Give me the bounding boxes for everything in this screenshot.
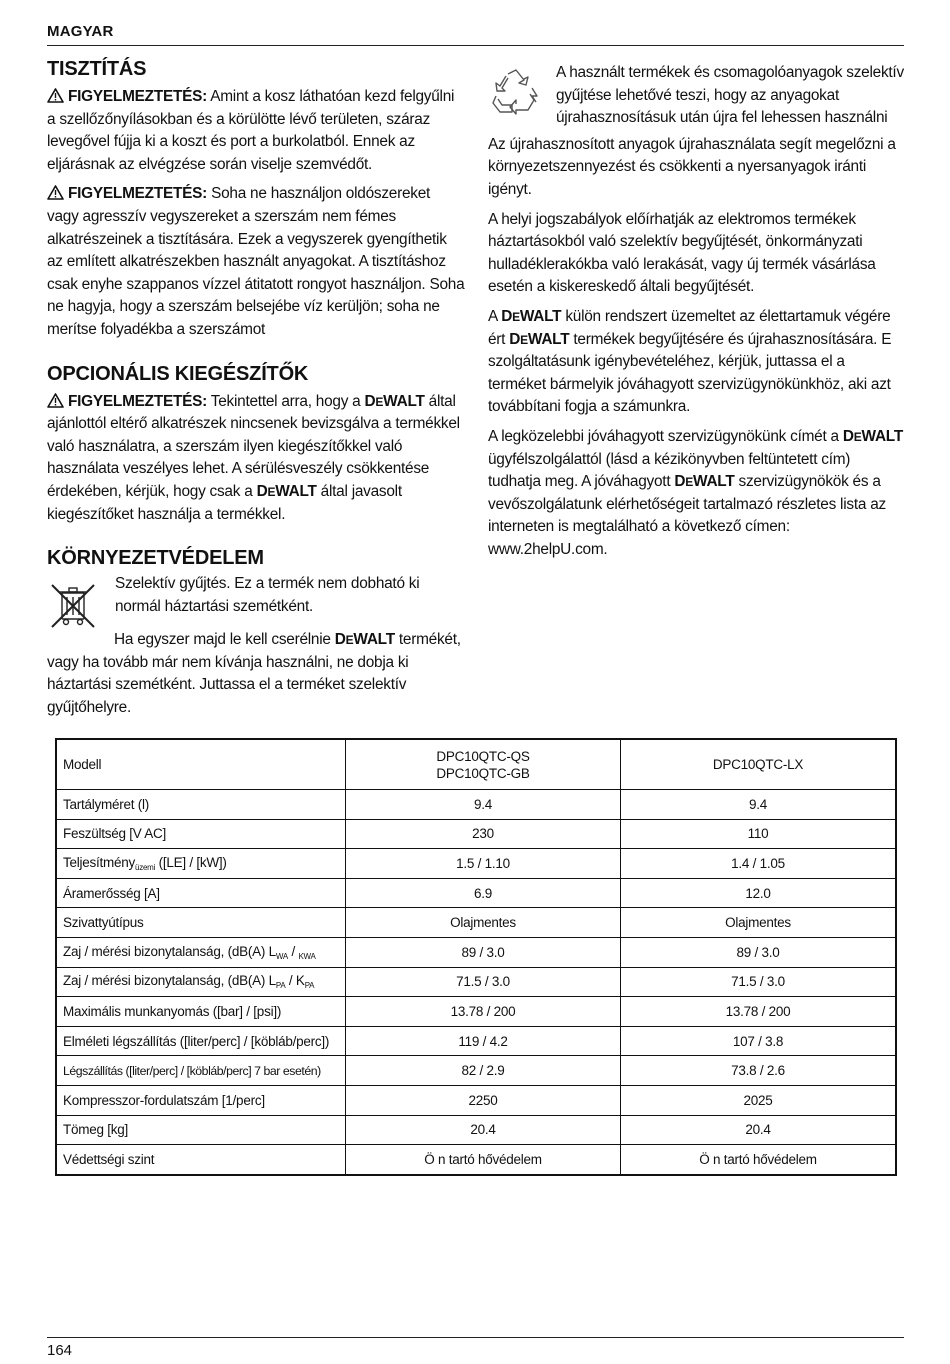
- warning-label: FIGYELMEZTETÉS:: [68, 185, 208, 203]
- table-cell: 20.4: [346, 1115, 621, 1145]
- header-rule: [47, 45, 904, 46]
- table-cell: 9.4: [621, 790, 897, 820]
- warning-text: Soha ne használjon oldószereket vagy agresszív vegyszereket a szerszám nem fémes alkatrészeinek a tisztítására. Ezek a vegyszerek gyengíthetik az említett alkatrészekben használt anyagokat. A tisztításhoz csak enyhe szappanos vízzel átitatott rongyot használjon. Soha ne hagyja, hogy a szerszám belsejébe víz kerüljön; soha ne merítse folyadékba a szerszámot: [47, 185, 465, 338]
- table-cell: Ö n tartó hővédelem: [621, 1145, 897, 1175]
- table-cell: 12.0: [621, 878, 897, 908]
- recycle-icon: [488, 66, 544, 118]
- language-label: MAGYAR: [47, 23, 114, 40]
- table-cell: Feszültség [V AC]: [56, 819, 346, 849]
- page-number: 164: [47, 1342, 73, 1359]
- brand-name: DEWALT: [256, 482, 317, 500]
- weee-notice: [47, 575, 465, 631]
- recycle-notice: [488, 62, 906, 130]
- table-header-row: [56, 739, 896, 790]
- table-row: [56, 908, 896, 938]
- table-cell: Légszállítás ([liter/perc] / [köbláb/perc] 7 bar esetén): [56, 1056, 346, 1086]
- brand-name: DEWALT: [364, 392, 425, 410]
- table-cell: Szivattyútípus: [56, 908, 346, 938]
- disposal-paragraph: Ha egyszer majd le kell cserélnie DEWALT termékét, vagy ha tovább már nem kívánja használni, ne dobja ki háztartási szemétként. Juttassa el a terméket szelektív gyűjtőhelyre.: [47, 631, 461, 716]
- table-cell: 82 / 2.9: [346, 1056, 621, 1086]
- table-cell: Védettségi szint: [56, 1145, 346, 1175]
- table-row: [56, 790, 896, 820]
- brand-name: DEWALT: [334, 631, 395, 649]
- cleaning-warning-1: [47, 86, 465, 176]
- specifications-table: [55, 738, 897, 1176]
- environment-paragraph-3: A DEWALT külön rendszert üzemeltet az élettartamuk végére ért DEWALT termékek begyűjtésére és újrahasznosítására. E szolgáltatásunk igénybevételéhez, kérjük, juttassa el a terméket bármelyik jóváhagyott szervizügynökünkhöz, aki azt továbbítani fogja a számunkra.: [488, 307, 892, 416]
- right-column: [488, 62, 906, 568]
- warning-triangle-icon: [47, 88, 64, 103]
- table-row: [56, 1115, 896, 1145]
- table-row: [56, 849, 896, 879]
- table-cell: 71.5 / 3.0: [346, 967, 621, 997]
- table-row: [56, 967, 896, 997]
- warning-text: Amint a kosz láthatóan kezd felgyűlni a szellőzőnyílásokban és a körülötte lévő területen, száraz levegővel fújja ki a koszt és port a burkolatból. Ennek az eljárásnak az elvégzése során viselje szemvédőt.: [47, 88, 455, 173]
- table-cell: 6.9: [346, 878, 621, 908]
- table-row: [56, 819, 896, 849]
- brand-name: DEWALT: [501, 307, 562, 325]
- table-row: [56, 1026, 896, 1056]
- table-cell: DPC10QTC-LX: [621, 739, 897, 790]
- brand-name: DEWALT: [842, 427, 903, 445]
- left-column: [47, 56, 465, 726]
- environment-paragraph-2: A helyi jogszabályok előírhatják az elektromos termékek háztartásokból való szelektív begyűjtését, önkormányzati hulladéklerakókba való lerakását, vagy új termék vásárlása esetén a kiskereskedő általi begyűjtését.: [488, 210, 876, 296]
- table-cell: 20.4: [621, 1115, 897, 1145]
- environment-title: KÖRNYEZETVÉDELEM: [47, 547, 264, 570]
- environment-paragraph-1: Az újrahasznosított anyagok újrahasználata segít megelőzni a környezetszennyezést és csökkenti a nyersanyagok iránti igényt.: [488, 135, 896, 198]
- table-cell: 13.78 / 200: [346, 997, 621, 1027]
- warning-triangle-icon: [47, 185, 64, 200]
- recycle-text: A használt termékek és csomagolóanyagok szelektív gyűjtése lehetővé teszi, hogy az anyagokat újrahasznosításuk után újra fel lehessen használni: [556, 64, 904, 127]
- crossed-bin-icon: [47, 579, 99, 631]
- table-row: [56, 997, 896, 1027]
- table-cell: 110: [621, 819, 897, 849]
- warning-label: FIGYELMEZTETÉS:: [68, 88, 208, 105]
- cleaning-title: TISZTÍTÁS: [47, 58, 147, 80]
- table-cell: 89 / 3.0: [621, 937, 897, 967]
- table-row: [56, 1056, 896, 1086]
- table-cell: Tömeg [kg]: [56, 1115, 346, 1145]
- accessories-warning: FIGYELMEZTETÉS: Tekintettel arra, hogy a DEWALT által ajánlottól eltérő alkatrészek nincsenek bevizsgálva a termékkel való használatra, a szerszám ilyen kiegészítőkkel való használata veszélyes lehet. A sérülésveszély csökkentése érdekében, kérjük, hogy csak a DEWALT által javasolt kiegészítőket használja a termékkel.: [47, 392, 460, 523]
- cleaning-warning-2: [47, 183, 465, 341]
- table-cell: Áramerősség [A]: [56, 878, 346, 908]
- table-cell: Elméleti légszállítás ([liter/perc] / [köbláb/perc]): [56, 1026, 346, 1056]
- table-cell: Tartályméret (l): [56, 790, 346, 820]
- table-cell: Olajmentes: [621, 908, 897, 938]
- table-cell: 71.5 / 3.0: [621, 967, 897, 997]
- table-cell: 1.5 / 1.10: [346, 849, 621, 879]
- warning-label: FIGYELMEZTETÉS:: [68, 392, 208, 410]
- footer-rule: [47, 1337, 904, 1338]
- table-row: [56, 878, 896, 908]
- table-cell: 73.8 / 2.6: [621, 1056, 897, 1086]
- table-cell: 9.4: [346, 790, 621, 820]
- weee-text: Szelektív gyűjtés. Ez a termék nem dobható ki normál háztartási szemétként.: [115, 575, 420, 615]
- brand-name: DEWALT: [674, 473, 735, 491]
- environment-paragraph-4: A legközelebbi jóváhagyott szervizügynökünk címét a DEWALT ügyfélszolgálattól (lásd a kézikönyvben feltüntetett cím) tudhatja meg. A jóváhagyott DEWALT szervizügynökök és a vevőszolgálatunk elérhetőségeit tartalmazó részletes lista az interneten is megtalálható a következő címen: www.2helpU.com.: [488, 427, 903, 558]
- table-cell: Teljesítmény$_{üzemi}$ ([LE] / [kW]): [56, 849, 346, 879]
- table-cell: DPC10QTC-QS DPC10QTC-GB: [346, 739, 621, 790]
- table-cell: 13.78 / 200: [621, 997, 897, 1027]
- table-cell: 230: [346, 819, 621, 849]
- table-cell: Olajmentes: [346, 908, 621, 938]
- table-cell: Modell: [56, 739, 346, 790]
- table-row: [56, 937, 896, 967]
- table-cell: 89 / 3.0: [346, 937, 621, 967]
- table-row: [56, 1085, 896, 1115]
- warning-triangle-icon: [47, 393, 64, 408]
- table-row: [56, 1145, 896, 1175]
- table-cell: 107 / 3.8: [621, 1026, 897, 1056]
- table-cell: 2250: [346, 1085, 621, 1115]
- table-cell: 1.4 / 1.05: [621, 849, 897, 879]
- table-cell: Kompresszor-fordulatszám [1/perc]: [56, 1085, 346, 1115]
- table-cell: 2025: [621, 1085, 897, 1115]
- table-cell: Zaj / mérési bizonytalanság, (dB(A) $L_{PA} / K_{PA}$: [56, 967, 346, 997]
- brand-name: DEWALT: [509, 330, 570, 348]
- table-cell: Zaj / mérési bizonytalanság, (dB(A) $L_{WA} / _{KWA}$: [56, 937, 346, 967]
- table-cell: 119 / 4.2: [346, 1026, 621, 1056]
- table-cell: Maximális munkanyomás ([bar] / [psi]): [56, 997, 346, 1027]
- table-cell: Ö n tartó hővédelem: [346, 1145, 621, 1175]
- accessories-title: OPCIONÁLIS KIEGÉSZÍTŐK: [47, 362, 309, 385]
